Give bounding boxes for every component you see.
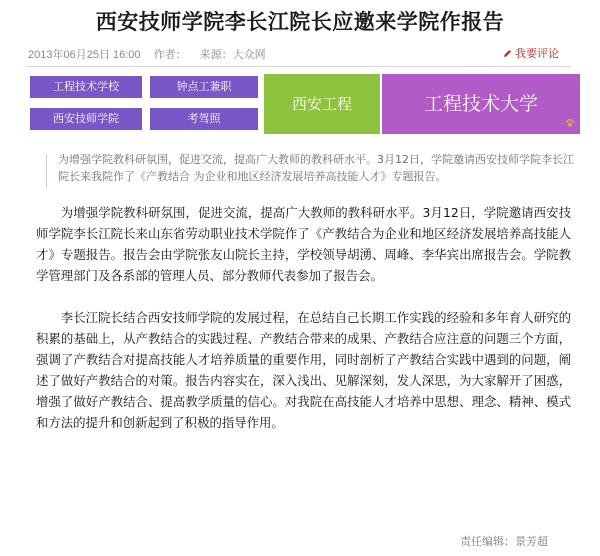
ad-link-driving-license[interactable]: 考驾照 — [150, 108, 258, 130]
ad-link-xian-technician-college[interactable]: 西安技师学院 — [30, 108, 142, 130]
comment-link[interactable] — [503, 45, 559, 61]
editor-credit: 责任编辑：景芳超 — [460, 535, 548, 548]
pencil-icon — [503, 49, 512, 58]
ad-link-engineering-school[interactable]: 工程技术学校 — [30, 76, 142, 98]
ad-banner — [30, 74, 580, 134]
publish-date: 2013年06月25日 16:00 — [28, 49, 141, 61]
article-meta — [28, 46, 276, 62]
article-body — [36, 202, 571, 454]
ad-link-part-time-job[interactable]: 钟点工兼职 — [150, 76, 258, 98]
author-label: 作者： — [153, 49, 187, 61]
article-summary: 为增强学院教科研氛围，促进交流，提高广大教师的教科研水平。3月12日，学院邀请西安技师学院李长江院长来我院作了《产教结合 为企业和地区经济发展培养高技能人才》专题报告。 — [58, 153, 574, 183]
paragraph: 为增强学院教科研氛围，促进交流，提高广大教师的教科研水平。3月12日，学院邀请西安技师学院李长江院长来山东省劳动职业技术学院作了《产教结合为企业和地区经济发展培养高技能人才》专题报告。报告会由学院张友山院长主持，学校领导胡湧、周峰、李华宾出席报告会。学院教学管理部门及各系部的管理人员、部分教师代表参加了报告会。 — [36, 205, 571, 283]
article-title: 西安技师学院李长江院长应邀来学院作报告 — [95, 10, 505, 34]
comment-link-label: 我要评论 — [515, 47, 559, 60]
source-label: 来源：大众网 — [199, 49, 266, 61]
paw-icon[interactable] — [565, 118, 575, 128]
ad-tile-engineering-university[interactable]: 工程技术大学 — [382, 74, 580, 134]
summary-divider — [46, 154, 47, 188]
ad-tile-xian-engineering[interactable]: 西安工程 — [264, 74, 380, 134]
article-meta-bar — [26, 40, 571, 67]
paragraph: 李长江院长结合西安技师学院的发展过程，在总结自己长期工作实践的经验和多年育人研究的积累的基础上，从产教结合的实践过程、产教结合带来的成果、产教结合应注意的问题三个方面，强调了产教结合对提高技能人才培养质量的重要作用，同时剖析了产教结合实践中遇到的问题，阐述了做好产教结合的对策。报告内容实在，深入浅出、见解深刻，发人深思，为大家解开了困惑，增强了做好产教结合、提高教学质量的信心。对我院在高技能人才培养中思想、理念、精神、模式和方法的提升和创新起到了积极的指导作用。 — [36, 310, 571, 430]
